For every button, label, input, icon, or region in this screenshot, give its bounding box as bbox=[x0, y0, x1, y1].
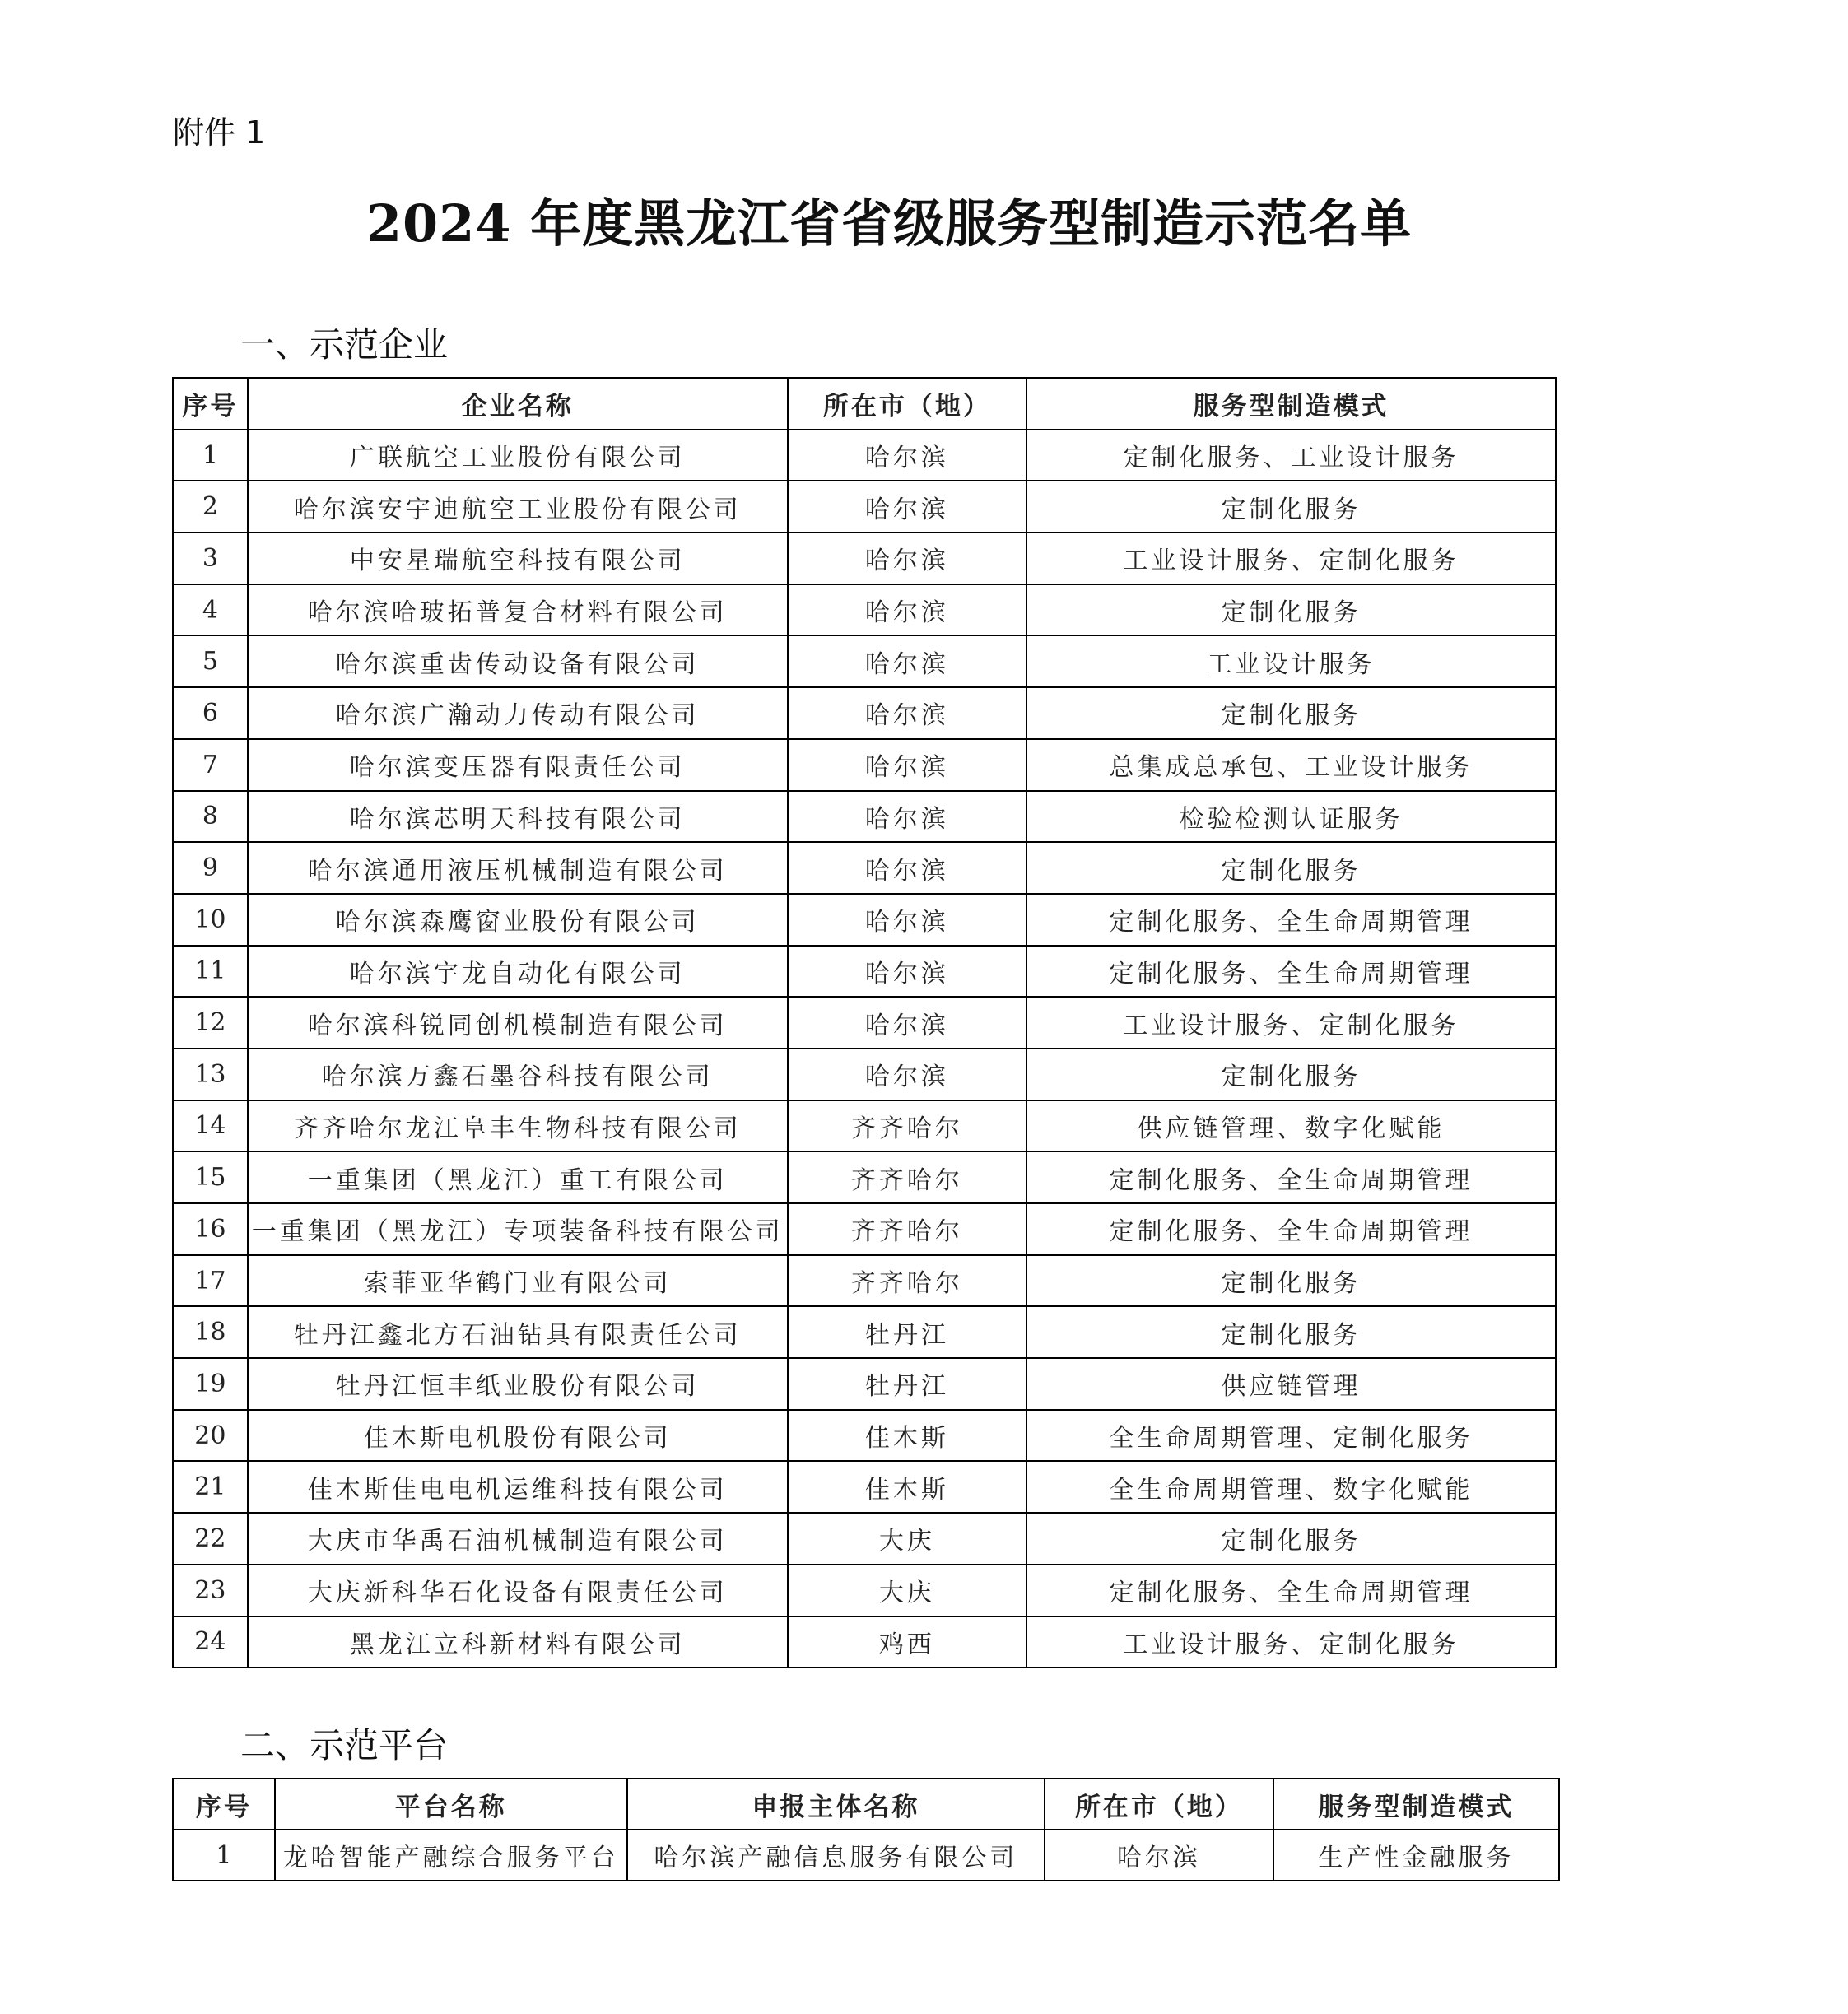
table-row bbox=[173, 1358, 1556, 1410]
table-cell: 佳木斯 bbox=[788, 1461, 1026, 1513]
table-cell: 龙哈智能产融综合服务平台 bbox=[275, 1830, 627, 1881]
table-row bbox=[173, 1151, 1556, 1203]
table-cell: 哈尔滨 bbox=[788, 1049, 1026, 1100]
table-cell: 一重集团（黑龙江）专项装备科技有限公司 bbox=[248, 1203, 788, 1255]
table-row bbox=[173, 1255, 1556, 1307]
platform-table bbox=[172, 1778, 1560, 1881]
table-cell: 哈尔滨 bbox=[1045, 1830, 1273, 1881]
table-cell: 齐齐哈尔 bbox=[788, 1100, 1026, 1152]
table-cell: 哈尔滨哈玻拓普复合材料有限公司 bbox=[248, 584, 788, 636]
attachment-label: 附件 1 bbox=[173, 114, 266, 151]
table-cell: 哈尔滨 bbox=[788, 584, 1026, 636]
table-cell: 哈尔滨 bbox=[788, 997, 1026, 1049]
table-cell: 哈尔滨变压器有限责任公司 bbox=[248, 739, 788, 791]
table-cell: 哈尔滨 bbox=[788, 481, 1026, 533]
header-cell: 服务型制造模式 bbox=[1026, 378, 1556, 430]
table-cell: 哈尔滨 bbox=[788, 791, 1026, 843]
table-row bbox=[173, 1616, 1556, 1668]
table-cell: 牡丹江鑫北方石油钻具有限责任公司 bbox=[248, 1306, 788, 1358]
table-row bbox=[173, 1306, 1556, 1358]
document-title: 2024 年度黑龙江省省级服务型制造示范名单 bbox=[365, 193, 1413, 253]
table-cell: 齐齐哈尔龙江阜丰生物科技有限公司 bbox=[248, 1100, 788, 1152]
table-cell: 齐齐哈尔 bbox=[788, 1203, 1026, 1255]
table-cell: 定制化服务、全生命周期管理 bbox=[1026, 1151, 1556, 1203]
table-cell: 哈尔滨万鑫石墨谷科技有限公司 bbox=[248, 1049, 788, 1100]
table-row bbox=[173, 687, 1556, 739]
table-cell: 定制化服务 bbox=[1026, 1255, 1556, 1307]
table-cell: 佳木斯电机股份有限公司 bbox=[248, 1410, 788, 1462]
table-cell: 定制化服务、全生命周期管理 bbox=[1026, 1565, 1556, 1616]
table-cell: 全生命周期管理、数字化赋能 bbox=[1026, 1461, 1556, 1513]
row-number-cell: 11 bbox=[173, 946, 248, 998]
row-number-cell: 15 bbox=[173, 1151, 248, 1203]
table-cell: 索菲亚华鹤门业有限公司 bbox=[248, 1255, 788, 1307]
table-cell: 哈尔滨广瀚动力传动有限公司 bbox=[248, 687, 788, 739]
table-row bbox=[173, 1049, 1556, 1100]
header-cell: 平台名称 bbox=[275, 1779, 627, 1830]
table-row bbox=[173, 1513, 1556, 1565]
table-row bbox=[173, 1461, 1556, 1513]
row-number-cell: 12 bbox=[173, 997, 248, 1049]
table-cell: 哈尔滨 bbox=[788, 635, 1026, 687]
table-row bbox=[173, 1830, 1559, 1881]
table-cell: 定制化服务 bbox=[1026, 1049, 1556, 1100]
table-cell: 齐齐哈尔 bbox=[788, 1151, 1026, 1203]
section-heading-enterprises: 一、示范企业 bbox=[240, 324, 449, 365]
table-cell: 工业设计服务 bbox=[1026, 635, 1556, 687]
row-number-cell: 6 bbox=[173, 687, 248, 739]
table-cell: 牡丹江 bbox=[788, 1358, 1026, 1410]
row-number-cell: 3 bbox=[173, 533, 248, 584]
table-cell: 工业设计服务、定制化服务 bbox=[1026, 533, 1556, 584]
table-row bbox=[173, 1100, 1556, 1152]
row-number-cell: 10 bbox=[173, 894, 248, 946]
table-cell: 大庆市华禹石油机械制造有限公司 bbox=[248, 1513, 788, 1565]
table-cell: 哈尔滨 bbox=[788, 842, 1026, 894]
table-cell: 定制化服务 bbox=[1026, 842, 1556, 894]
table-row bbox=[173, 946, 1556, 998]
table-cell: 哈尔滨芯明天科技有限公司 bbox=[248, 791, 788, 843]
row-number-cell: 1 bbox=[173, 430, 248, 481]
table-cell: 全生命周期管理、定制化服务 bbox=[1026, 1410, 1556, 1462]
header-cell: 企业名称 bbox=[248, 378, 788, 430]
table-cell: 佳木斯佳电电机运维科技有限公司 bbox=[248, 1461, 788, 1513]
row-number-cell: 5 bbox=[173, 635, 248, 687]
table-cell: 定制化服务、全生命周期管理 bbox=[1026, 894, 1556, 946]
table-cell: 哈尔滨科锐同创机模制造有限公司 bbox=[248, 997, 788, 1049]
table-cell: 大庆 bbox=[788, 1513, 1026, 1565]
table-row bbox=[173, 894, 1556, 946]
table-cell: 牡丹江恒丰纸业股份有限公司 bbox=[248, 1358, 788, 1410]
table-cell: 哈尔滨森鹰窗业股份有限公司 bbox=[248, 894, 788, 946]
table-cell: 大庆新科华石化设备有限责任公司 bbox=[248, 1565, 788, 1616]
row-number-cell: 17 bbox=[173, 1255, 248, 1307]
table-cell: 定制化服务、工业设计服务 bbox=[1026, 430, 1556, 481]
header-cell: 序号 bbox=[173, 1779, 275, 1830]
table-cell: 哈尔滨 bbox=[788, 946, 1026, 998]
row-number-cell: 4 bbox=[173, 584, 248, 636]
header-cell: 序号 bbox=[173, 378, 248, 430]
row-number-cell: 13 bbox=[173, 1049, 248, 1100]
table-cell: 哈尔滨宇龙自动化有限公司 bbox=[248, 946, 788, 998]
table-row bbox=[173, 739, 1556, 791]
header-cell: 申报主体名称 bbox=[627, 1779, 1045, 1830]
header-cell: 所在市（地） bbox=[1045, 1779, 1273, 1830]
row-number-cell: 1 bbox=[173, 1830, 275, 1881]
table-cell: 哈尔滨通用液压机械制造有限公司 bbox=[248, 842, 788, 894]
row-number-cell: 9 bbox=[173, 842, 248, 894]
table-cell: 定制化服务、全生命周期管理 bbox=[1026, 1203, 1556, 1255]
table-cell: 定制化服务 bbox=[1026, 481, 1556, 533]
table-cell: 哈尔滨重齿传动设备有限公司 bbox=[248, 635, 788, 687]
row-number-cell: 7 bbox=[173, 739, 248, 791]
table-row bbox=[173, 1203, 1556, 1255]
table-cell: 定制化服务 bbox=[1026, 584, 1556, 636]
table-row bbox=[173, 584, 1556, 636]
table-cell: 一重集团（黑龙江）重工有限公司 bbox=[248, 1151, 788, 1203]
table-cell: 哈尔滨 bbox=[788, 533, 1026, 584]
table-cell: 定制化服务、全生命周期管理 bbox=[1026, 946, 1556, 998]
table-cell: 定制化服务 bbox=[1026, 687, 1556, 739]
enterprise-table bbox=[172, 377, 1557, 1668]
row-number-cell: 19 bbox=[173, 1358, 248, 1410]
header-cell: 服务型制造模式 bbox=[1273, 1779, 1559, 1830]
row-number-cell: 18 bbox=[173, 1306, 248, 1358]
table-cell: 哈尔滨 bbox=[788, 739, 1026, 791]
row-number-cell: 21 bbox=[173, 1461, 248, 1513]
table-cell: 中安星瑞航空科技有限公司 bbox=[248, 533, 788, 584]
row-number-cell: 23 bbox=[173, 1565, 248, 1616]
table-cell: 哈尔滨产融信息服务有限公司 bbox=[627, 1830, 1045, 1881]
table-header-row bbox=[173, 378, 1556, 430]
table-cell: 工业设计服务、定制化服务 bbox=[1026, 997, 1556, 1049]
table-cell: 黑龙江立科新材料有限公司 bbox=[248, 1616, 788, 1668]
table-header-row bbox=[173, 1779, 1559, 1830]
table-cell: 供应链管理 bbox=[1026, 1358, 1556, 1410]
table-cell: 检验检测认证服务 bbox=[1026, 791, 1556, 843]
table-row bbox=[173, 791, 1556, 843]
table-row bbox=[173, 430, 1556, 481]
table-row bbox=[173, 533, 1556, 584]
table-cell: 工业设计服务、定制化服务 bbox=[1026, 1616, 1556, 1668]
table-cell: 广联航空工业股份有限公司 bbox=[248, 430, 788, 481]
row-number-cell: 8 bbox=[173, 791, 248, 843]
row-number-cell: 20 bbox=[173, 1410, 248, 1462]
table-cell: 牡丹江 bbox=[788, 1306, 1026, 1358]
row-number-cell: 22 bbox=[173, 1513, 248, 1565]
table-row bbox=[173, 635, 1556, 687]
table-row bbox=[173, 842, 1556, 894]
table-cell: 哈尔滨 bbox=[788, 430, 1026, 481]
table-cell: 大庆 bbox=[788, 1565, 1026, 1616]
table-row bbox=[173, 1565, 1556, 1616]
table-row bbox=[173, 1410, 1556, 1462]
table-cell: 鸡西 bbox=[788, 1616, 1026, 1668]
row-number-cell: 16 bbox=[173, 1203, 248, 1255]
row-number-cell: 14 bbox=[173, 1100, 248, 1152]
table-cell: 哈尔滨安宇迪航空工业股份有限公司 bbox=[248, 481, 788, 533]
table-cell: 定制化服务 bbox=[1026, 1306, 1556, 1358]
table-cell: 齐齐哈尔 bbox=[788, 1255, 1026, 1307]
header-cell: 所在市（地） bbox=[788, 378, 1026, 430]
table-row bbox=[173, 997, 1556, 1049]
table-row bbox=[173, 481, 1556, 533]
table-cell: 生产性金融服务 bbox=[1273, 1830, 1559, 1881]
row-number-cell: 2 bbox=[173, 481, 248, 533]
table-cell: 供应链管理、数字化赋能 bbox=[1026, 1100, 1556, 1152]
section-heading-platforms: 二、示范平台 bbox=[240, 1725, 449, 1765]
table-cell: 定制化服务 bbox=[1026, 1513, 1556, 1565]
table-cell: 哈尔滨 bbox=[788, 894, 1026, 946]
table-cell: 总集成总承包、工业设计服务 bbox=[1026, 739, 1556, 791]
table-cell: 佳木斯 bbox=[788, 1410, 1026, 1462]
table-cell: 哈尔滨 bbox=[788, 687, 1026, 739]
row-number-cell: 24 bbox=[173, 1616, 248, 1668]
